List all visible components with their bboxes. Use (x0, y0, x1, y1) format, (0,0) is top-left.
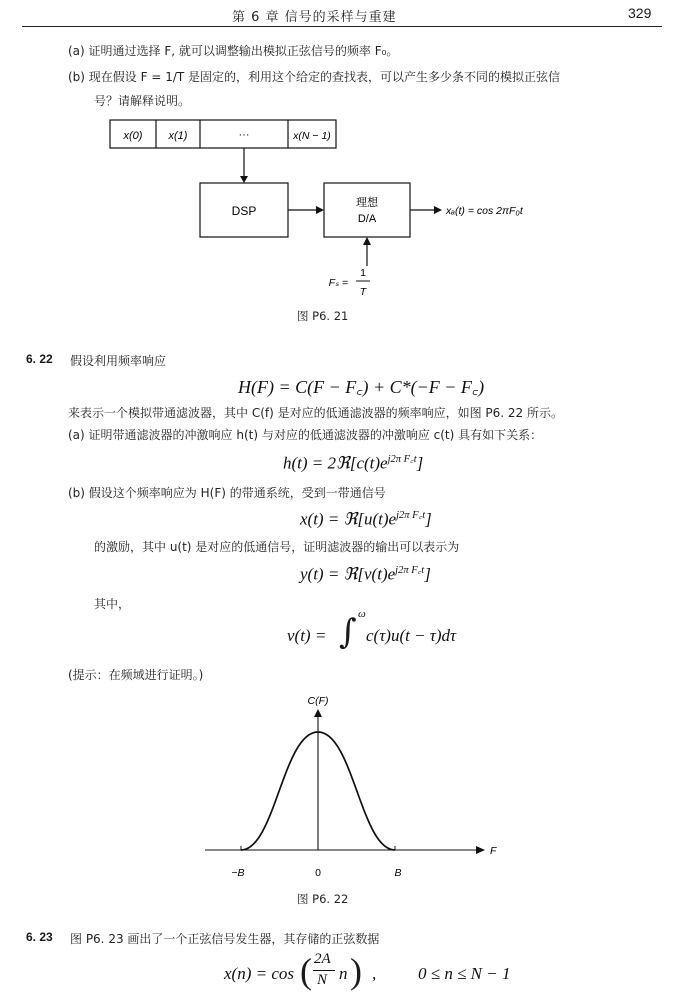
cell-dots: ··· (238, 129, 250, 141)
p622-intro: 假设利用频率响应 (70, 354, 167, 368)
p621-part-b-line1: (b) 现在假设 F = 1/T 是固定的，利用这个给定的查找表，可以产生多少条不同的模拟正弦信 (68, 70, 561, 84)
tick-label-zero: 0 (315, 867, 321, 879)
output-label: xₐ(t) = cos 2πF₀t (446, 205, 523, 217)
eq-xn-lhs: x(n) = cos (224, 964, 295, 983)
p623-text: 图 P6. 23 画出了一个正弦信号发生器，其存储的正弦数据 (70, 932, 380, 946)
p622-part-b: (b) 假设这个频率响应为 H(F) 的带通系统，受到一带通信号 (68, 486, 386, 500)
dsp-label: DSP (231, 204, 257, 218)
eq-xn-comma: , (372, 964, 377, 983)
eq-v-lhs: v(t) = (287, 626, 327, 645)
eq-xn-range: 0 ≤ n ≤ N − 1 (418, 964, 511, 983)
integral-sign: ∫ (339, 612, 357, 652)
cell-x0: x(0) (123, 130, 143, 142)
da-label: D/A (357, 213, 377, 225)
eq-H: H(F) = C(F − F꜀) + C*(−F − F꜀) (238, 377, 485, 397)
fs-lhs: Fₛ = (328, 277, 348, 289)
p622-where: 其中， (94, 597, 131, 611)
fs-denominator: T (359, 286, 367, 298)
eq-xn-denominator: N (317, 972, 328, 988)
p622-part-a: (a) 证明带通滤波器的冲激响应 h(t) 与对应的低通滤波器的冲激响应 c(t) 具有如下关系： (68, 428, 543, 442)
x-axis-label: F (490, 845, 497, 857)
eq-xn-open-paren: ( (300, 951, 312, 991)
p623-number: 6. 23 (26, 930, 53, 944)
page-number: 329 (628, 5, 652, 21)
eq-xn-n: n (339, 964, 348, 983)
y-axis-label: C(F) (307, 695, 329, 707)
p621-part-b-line2: 号？请解释说明。 (94, 94, 191, 108)
eq-y-close: ] (424, 564, 431, 584)
eq-h-main: h(t) = 2ℜ[c(t)e (283, 453, 388, 473)
p622-desc: 来表示一个模拟带通滤波器，其中 C(f) 是对应的低通滤波器的频率响应，如图 P6. 22 所示。 (68, 406, 563, 420)
da-label-cn: 理想 (356, 197, 378, 209)
p621-part-a: (a) 证明通过选择 F, 就可以调整输出模拟正弦信号的频率 F₀。 (68, 44, 399, 58)
eq-h-exponent: j2π F꜀t (387, 454, 417, 465)
eq-xn-close-paren: ) (350, 951, 362, 991)
eq-y-exponent: j2π F꜀t (395, 565, 425, 576)
eq-x-close: ] (425, 509, 432, 529)
caption-p621: 图 P6. 21 (297, 309, 349, 323)
tick-label-pos-b: B (394, 867, 402, 879)
cell-x1: x(1) (168, 130, 188, 142)
eq-x-exponent: j2π F꜀t (396, 510, 426, 521)
caption-p622: 图 P6. 22 (297, 892, 349, 906)
eq-xn-numerator: 2A (314, 951, 331, 967)
eq-v-rhs: c(τ)u(t − τ)dτ (366, 626, 457, 645)
eq-xn-fraction-bar (313, 970, 335, 971)
fs-numerator: 1 (360, 267, 366, 279)
eq-v-upper-limit: ω (358, 608, 366, 620)
cell-xN1: x(N − 1) (293, 130, 331, 142)
chapter-header: 第 6 章 信号的采样与重建 (232, 10, 397, 25)
eq-h-close: ] (416, 453, 424, 473)
x-axis-arrowhead (476, 846, 485, 854)
eq-y-main: y(t) = ℜ[v(t)e (300, 564, 396, 584)
eq-x-main: x(t) = ℜ[u(t)e (300, 509, 397, 529)
p622-number: 6. 22 (26, 352, 53, 366)
p622-desc2: 的激励，其中 u(t) 是对应的低通信号，证明滤波器的输出可以表示为 (94, 540, 460, 554)
tick-label-neg-b: −B (231, 867, 245, 879)
y-axis-arrowhead (314, 709, 322, 717)
p622-hint: (提示：在频域进行证明。) (68, 668, 204, 682)
